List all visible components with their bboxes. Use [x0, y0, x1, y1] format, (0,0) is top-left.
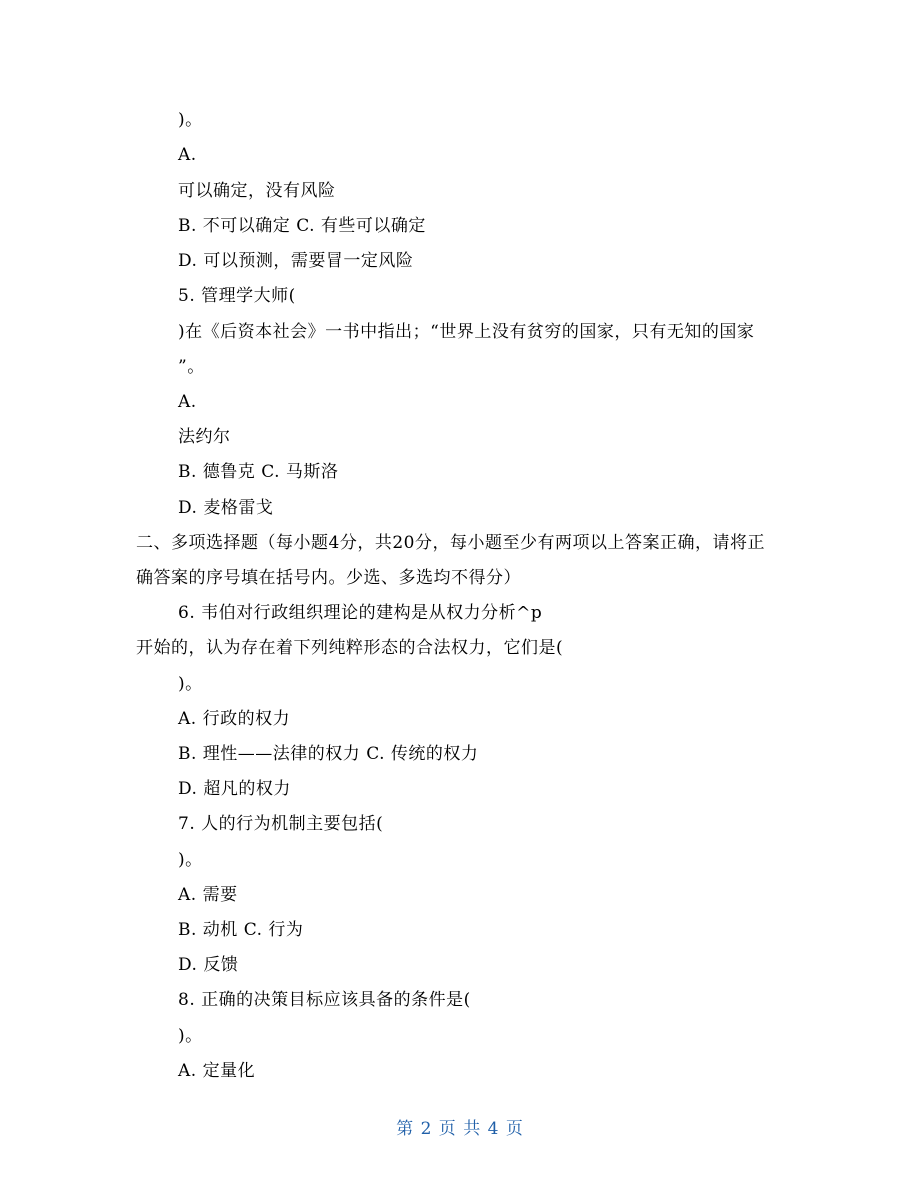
text-line: B. 德鲁克 C. 马斯洛: [178, 462, 339, 482]
question-8: 8. 正确的决策目标应该具备的条件是(: [178, 990, 471, 1010]
text-line: D. 反馈: [178, 955, 239, 975]
text-line: ”。: [178, 357, 205, 377]
text-line: A. 定量化: [178, 1061, 256, 1081]
question-6: 6. 韦伯对行政组织理论的建构是从权力分析^p: [178, 603, 543, 623]
question-5: 5. 管理学大师(: [178, 286, 296, 306]
section-heading-cont: 确答案的序号填在括号内。少选、多选均不得分）: [136, 568, 521, 588]
text-line: 可以确定，没有风险: [178, 181, 336, 201]
text-line: D. 可以预测，需要冒一定风险: [178, 251, 414, 271]
text-line: )。: [178, 1026, 203, 1046]
text-line: B. 动机 C. 行为: [178, 920, 304, 940]
text-line: A. 行政的权力: [178, 709, 291, 729]
text-line: )。: [178, 110, 203, 130]
text-line: B. 不可以确定 C. 有些可以确定: [178, 216, 426, 236]
text-line: A.: [178, 145, 197, 165]
text-line: D. 超凡的权力: [178, 779, 291, 799]
text-line: )在《后资本社会》一书中指出；“世界上没有贫穷的国家，只有无知的国家: [178, 322, 755, 342]
question-7: 7. 人的行为机制主要包括(: [178, 814, 384, 834]
page-footer: 第 2 页 共 4 页: [396, 1119, 524, 1139]
text-line: A. 需要: [178, 885, 238, 905]
text-line: 开始的，认为存在着下列纯粹形态的合法权力，它们是(: [136, 638, 564, 658]
text-line: D. 麦格雷戈: [178, 498, 274, 518]
text-line: )。: [178, 674, 203, 694]
text-line: A.: [178, 392, 197, 412]
text-line: B. 理性——法律的权力 C. 传统的权力: [178, 744, 479, 764]
section-heading: 二、多项选择题（每小题4分，共20分，每小题至少有两项以上答案正确，请将正: [136, 533, 765, 553]
text-line: 法约尔: [178, 427, 231, 447]
text-line: )。: [178, 850, 203, 870]
